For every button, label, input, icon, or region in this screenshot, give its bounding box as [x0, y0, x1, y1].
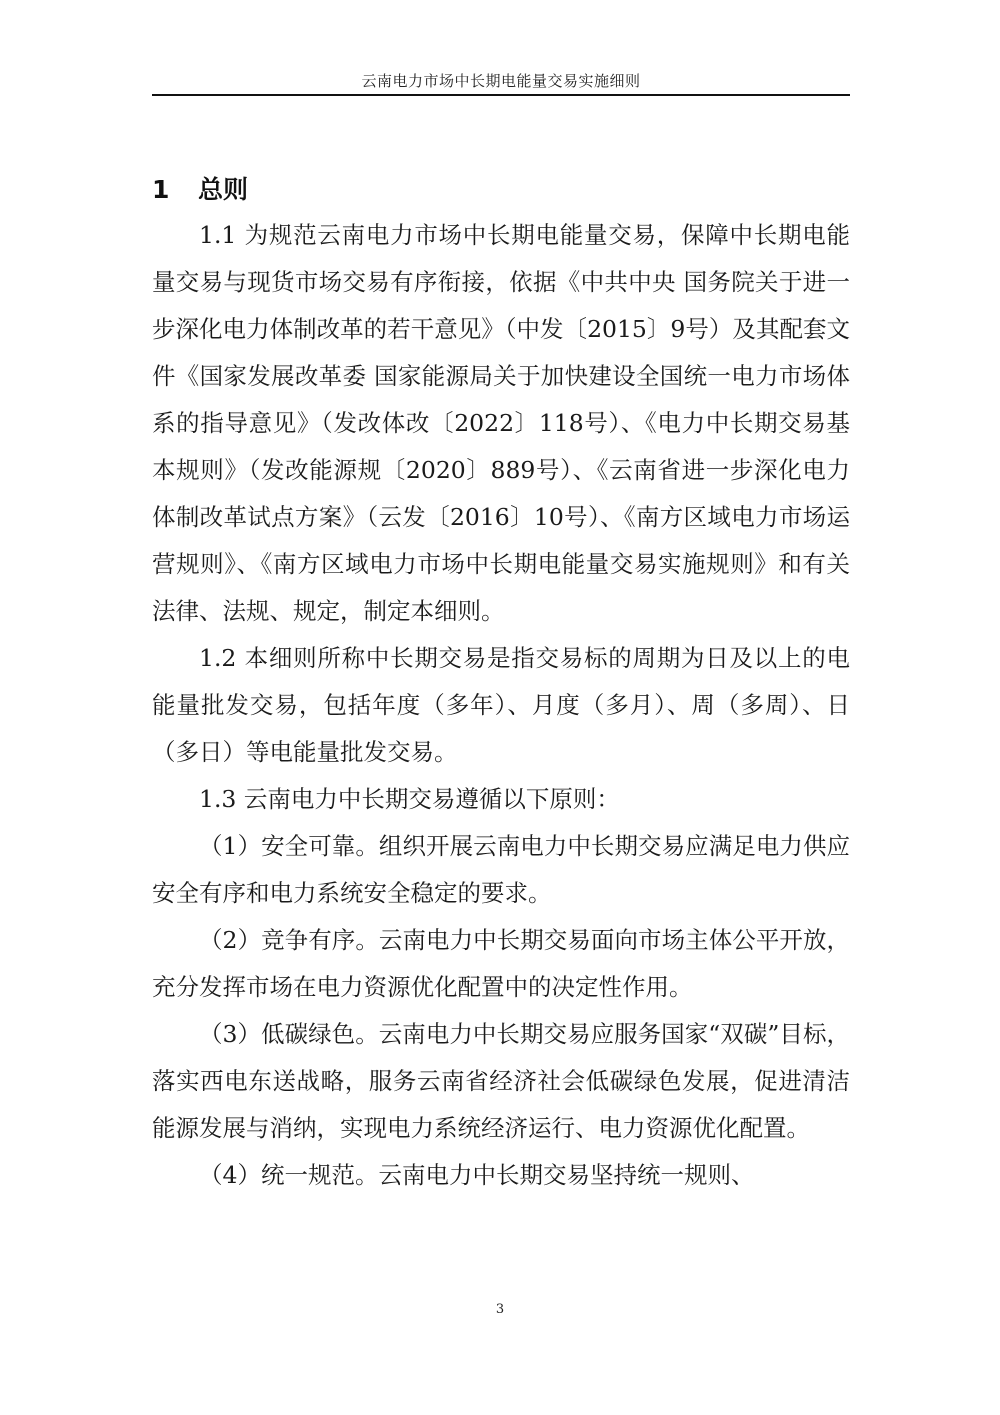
principle-3: （3）低碳绿色。云南电力中长期交易应服务国家“双碳”目标，落实西电东送战略，服务云南省经济社会低碳绿色发展，促进清洁能源发展与消纳，实现电力系统经济运行、电力资源优化配置。: [152, 1020, 850, 1142]
header-rule: [152, 94, 850, 96]
paragraph-1-1: 1.1 为规范云南电力市场中长期电能量交易，保障中长期电能量交易与现货市场交易有序衔接，依据《中共中央 国务院关于进一步深化电力体制改革的若干意见》（中发〔2015〕9号）及其配套文件《国家发展改革委 国家能源局关于加快建设全国统一电力市场体系的指导意见》（发改体改〔2022〕118号）、《电力中长期交易基本规则》（发改能源规〔2020〕889号）、《云南省进一步深化电力体制改革试点方案》（云发〔2016〕10号）、《南方区域电力市场运营规则》、《南方区域电力市场中长期电能量交易实施规则》和有关法律、法规、规定，制定本细则。: [152, 221, 850, 625]
running-header: 云南电力市场中长期电能量交易实施细则: [361, 72, 641, 90]
principle-4: （4）统一规范。云南电力中长期交易坚持统一规则、: [199, 1161, 755, 1189]
section-number: 1: [152, 175, 170, 204]
section-title: 总则: [198, 175, 249, 204]
paragraph-1-2: 1.2 本细则所称中长期交易是指交易标的周期为日及以上的电能量批发交易，包括年度（多年）、月度（多月）、周（多周）、日（多日）等电能量批发交易。: [152, 644, 850, 766]
section-heading: [152, 170, 248, 206]
page-number: 3: [495, 1302, 505, 1317]
body-text: [152, 212, 850, 1199]
principle-2: （2）竞争有序。云南电力中长期交易面向市场主体公平开放，充分发挥市场在电力资源优化配置中的决定性作用。: [152, 926, 850, 1001]
principle-1: （1）安全可靠。组织开展云南电力中长期交易应满足电力供应安全有序和电力系统安全稳定的要求。: [152, 832, 850, 907]
paragraph-1-3: 1.3 云南电力中长期交易遵循以下原则：: [199, 785, 620, 813]
